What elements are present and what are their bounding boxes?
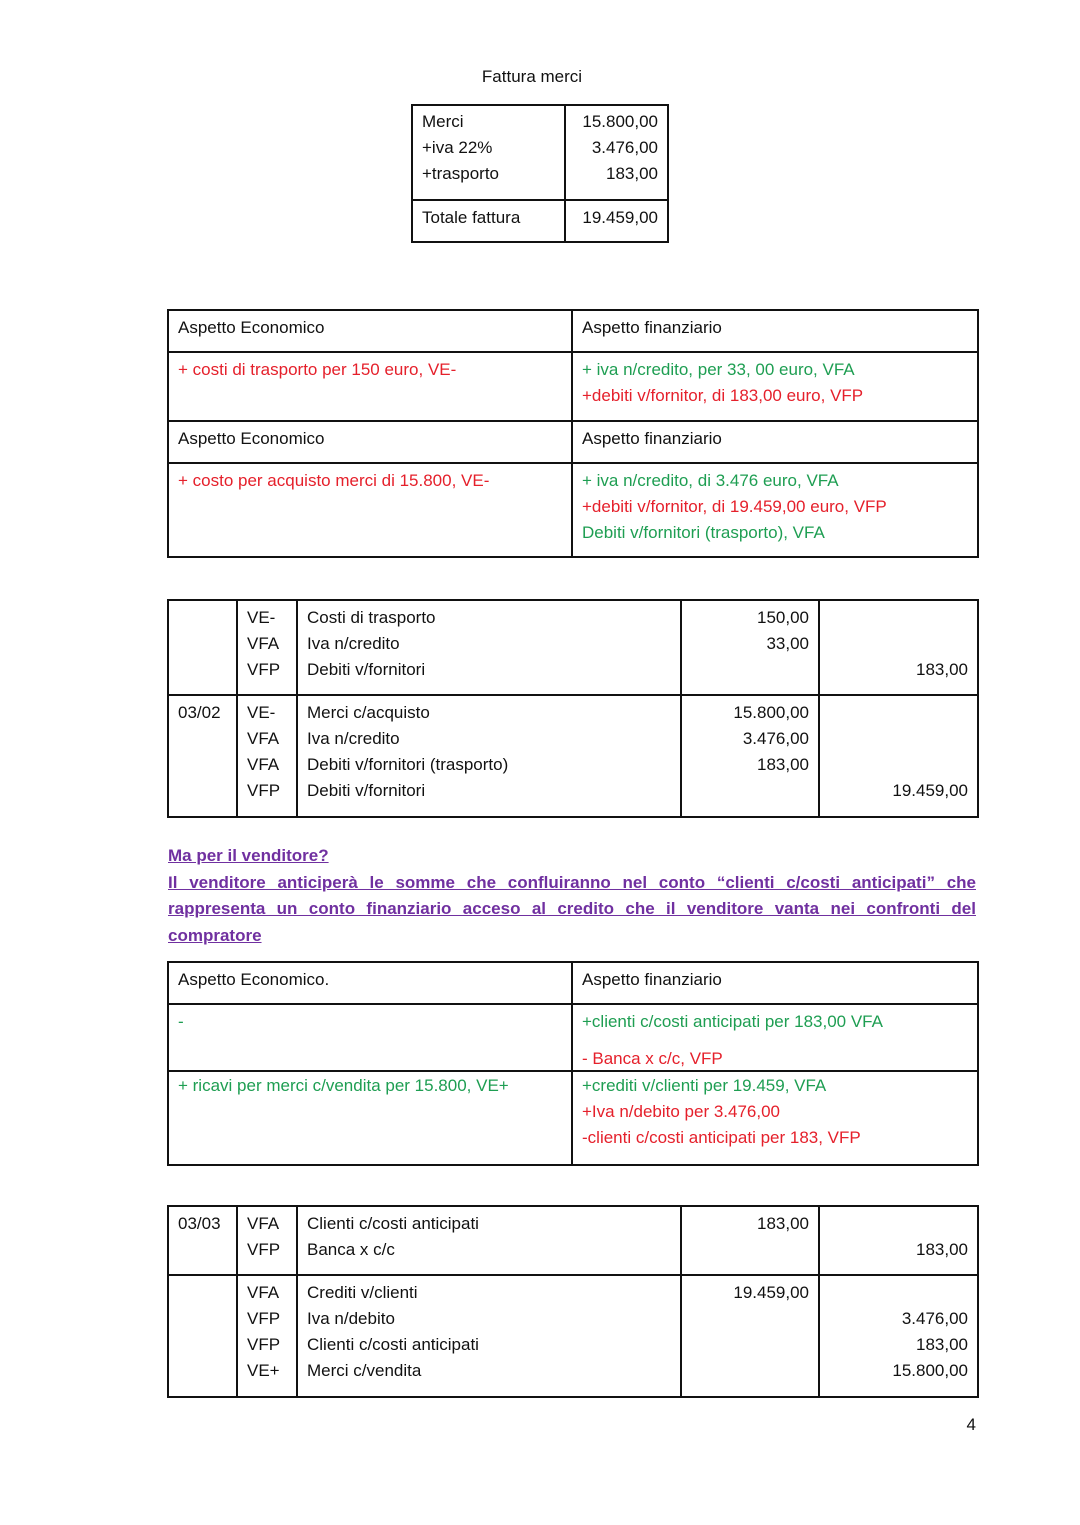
entry-credit-line <box>829 726 968 752</box>
entry-codes-line: VFP <box>247 781 281 800</box>
entry-codes-line: VE- <box>247 608 276 627</box>
entry-date <box>168 695 237 817</box>
entry-accounts-line: Banca x c/c <box>307 1240 395 1259</box>
entry-codes-line: VFP <box>247 1240 281 1259</box>
journal-entry <box>168 600 978 695</box>
entry-credit-line <box>829 631 968 657</box>
entry-codes-line: VFP <box>247 1309 281 1328</box>
entry-credit-line <box>829 1211 968 1237</box>
fin-cell <box>572 1071 978 1165</box>
entry-debit-line: 15.800,00 <box>733 703 809 722</box>
fin-line: - Banca x c/c, VFP <box>582 1049 723 1068</box>
seller-analysis-table <box>167 961 979 1166</box>
entry-accounts-line: Debiti v/fornitori <box>307 660 426 679</box>
entry-accounts-line: Debiti v/fornitori (trasporto) <box>307 755 509 774</box>
entry-accounts-line: Iva n/credito <box>307 729 400 748</box>
entry-debit <box>681 600 819 695</box>
journal-table-buyer <box>167 599 979 818</box>
entry-debit-line <box>691 1332 809 1358</box>
entry-accounts-line: Merci c/acquisto <box>307 703 430 722</box>
entry-date <box>168 1275 237 1397</box>
entry-date <box>168 600 237 695</box>
fin-line: +debiti v/fornitor, di 19.459,00 euro, VFP <box>582 497 887 516</box>
entry-accounts-line: Iva n/credito <box>307 634 400 653</box>
econ-cell: + ricavi per merci c/vendita per 15.800, VE+ <box>168 1071 572 1165</box>
seller-explanation: Il venditore anticiperà le somme che confluiranno nel conto “clienti c/costi anticipati” che rappresenta un conto finanziario acceso al credito che il venditore vanta nei confronti del compratore <box>168 872 976 945</box>
entry-codes <box>237 1275 297 1397</box>
page-number: 4 <box>966 1415 976 1434</box>
journal-entry <box>168 1206 978 1275</box>
fin-line: + iva n/credito, di 3.476 euro, VFA <box>582 471 839 490</box>
entry-codes-line: VFP <box>247 660 281 679</box>
entry-debit-line: 33,00 <box>766 634 809 653</box>
entry-debit-line <box>691 1306 809 1332</box>
entry-codes <box>237 695 297 817</box>
fin-line: +crediti v/clienti per 19.459, VFA <box>582 1076 827 1095</box>
invoice-total-label: Totale fattura <box>412 200 565 242</box>
entry-accounts-line: Merci c/vendita <box>307 1361 422 1380</box>
fin-line: +clienti c/costi anticipati per 183,00 VFA <box>582 1012 883 1031</box>
econ-header: Aspetto Economico <box>168 421 572 463</box>
fin-cell <box>572 1004 978 1071</box>
entry-accounts-line: Clienti c/costi anticipati <box>307 1214 479 1233</box>
entry-debit <box>681 1275 819 1397</box>
entry-debit-line: 183,00 <box>757 755 809 774</box>
invoice-title: Fattura merci <box>481 67 583 86</box>
entry-debit-line: 150,00 <box>757 608 809 627</box>
entry-accounts <box>297 1206 681 1275</box>
entry-debit-line: 3.476,00 <box>742 729 809 748</box>
invoice-label: Merci <box>422 112 464 131</box>
entry-credit <box>819 695 978 817</box>
entry-codes-line: VFP <box>247 1335 281 1354</box>
entry-credit <box>819 600 978 695</box>
entry-accounts-line: Debiti v/fornitori <box>307 781 426 800</box>
econ-cell: + costo per acquisto merci di 15.800, VE- <box>168 463 572 557</box>
invoice-label: +iva 22% <box>422 138 493 157</box>
fin-line: Debiti v/fornitori (trasporto), VFA <box>582 523 825 542</box>
entry-codes-line: VFA <box>247 634 280 653</box>
fin-header: Aspetto finanziario <box>572 962 978 1004</box>
entry-credit-line <box>829 700 968 726</box>
econ-cell: - <box>168 1004 572 1071</box>
entry-debit-line <box>691 657 809 683</box>
entry-credit-line <box>829 752 968 778</box>
date-text: 03/03 <box>178 1214 221 1233</box>
fin-cell <box>572 352 978 421</box>
seller-question: Ma per il venditore? <box>168 846 329 865</box>
invoice-total-value: 19.459,00 <box>565 200 668 242</box>
invoice-values <box>565 105 668 200</box>
entry-date <box>168 1206 237 1275</box>
entry-debit-line <box>691 778 809 804</box>
fin-header: Aspetto finanziario <box>572 310 978 352</box>
entry-codes <box>237 600 297 695</box>
entry-debit-line <box>691 1237 809 1263</box>
entry-credit-line: 15.800,00 <box>892 1361 968 1380</box>
entry-credit-line: 183,00 <box>916 1240 968 1259</box>
fin-line: +Iva n/debito per 3.476,00 <box>582 1102 781 1121</box>
entry-credit-line <box>829 1280 968 1306</box>
entry-debit-line: 183,00 <box>757 1214 809 1233</box>
entry-credit <box>819 1275 978 1397</box>
entry-credit-line: 3.476,00 <box>901 1309 968 1328</box>
entry-accounts <box>297 695 681 817</box>
entry-codes-line: VFA <box>247 1214 280 1233</box>
entry-accounts <box>297 1275 681 1397</box>
entry-codes-line: VFA <box>247 1283 280 1302</box>
journal-table-seller <box>167 1205 979 1398</box>
econ-header: Aspetto Economico. <box>168 962 572 1004</box>
fin-line: + iva n/credito, per 33, 00 euro, VFA <box>582 360 855 379</box>
invoice-label: +trasporto <box>422 164 500 183</box>
entry-codes <box>237 1206 297 1275</box>
journal-entry <box>168 695 978 817</box>
invoice-labels <box>412 105 565 200</box>
entry-codes-line: VFA <box>247 729 280 748</box>
invoice-table <box>411 104 669 243</box>
buyer-analysis-table <box>167 309 979 558</box>
econ-header: Aspetto Economico <box>168 310 572 352</box>
entry-credit-line: 19.459,00 <box>892 781 968 800</box>
entry-accounts-line: Costi di trasporto <box>307 608 436 627</box>
entry-credit <box>819 1206 978 1275</box>
entry-accounts-line: Crediti v/clienti <box>307 1283 418 1302</box>
entry-codes-line: VFA <box>247 755 280 774</box>
entry-codes-line: VE- <box>247 703 276 722</box>
invoice-value: 3.476,00 <box>591 138 658 157</box>
invoice-value: 15.800,00 <box>582 112 658 131</box>
econ-cell: + costi di trasporto per 150 euro, VE- <box>168 352 572 421</box>
entry-debit <box>681 1206 819 1275</box>
entry-debit-line <box>691 1358 809 1384</box>
entry-accounts-line: Clienti c/costi anticipati <box>307 1335 479 1354</box>
date-text: 03/02 <box>178 703 221 722</box>
entry-codes-line: VE+ <box>247 1361 280 1380</box>
entry-credit-line: 183,00 <box>916 660 968 679</box>
entry-debit-line: 19.459,00 <box>733 1283 809 1302</box>
entry-accounts-line: Iva n/debito <box>307 1309 395 1328</box>
fin-cell <box>572 463 978 557</box>
entry-debit <box>681 695 819 817</box>
entry-credit-line: 183,00 <box>916 1335 968 1354</box>
journal-entry <box>168 1275 978 1397</box>
fin-line: +debiti v/fornitor, di 183,00 euro, VFP <box>582 386 864 405</box>
entry-credit-line <box>829 605 968 631</box>
fin-header: Aspetto finanziario <box>572 421 978 463</box>
fin-line: -clienti c/costi anticipati per 183, VFP <box>582 1128 861 1147</box>
seller-heading <box>168 843 976 949</box>
entry-accounts <box>297 600 681 695</box>
invoice-value: 183,00 <box>606 164 658 183</box>
